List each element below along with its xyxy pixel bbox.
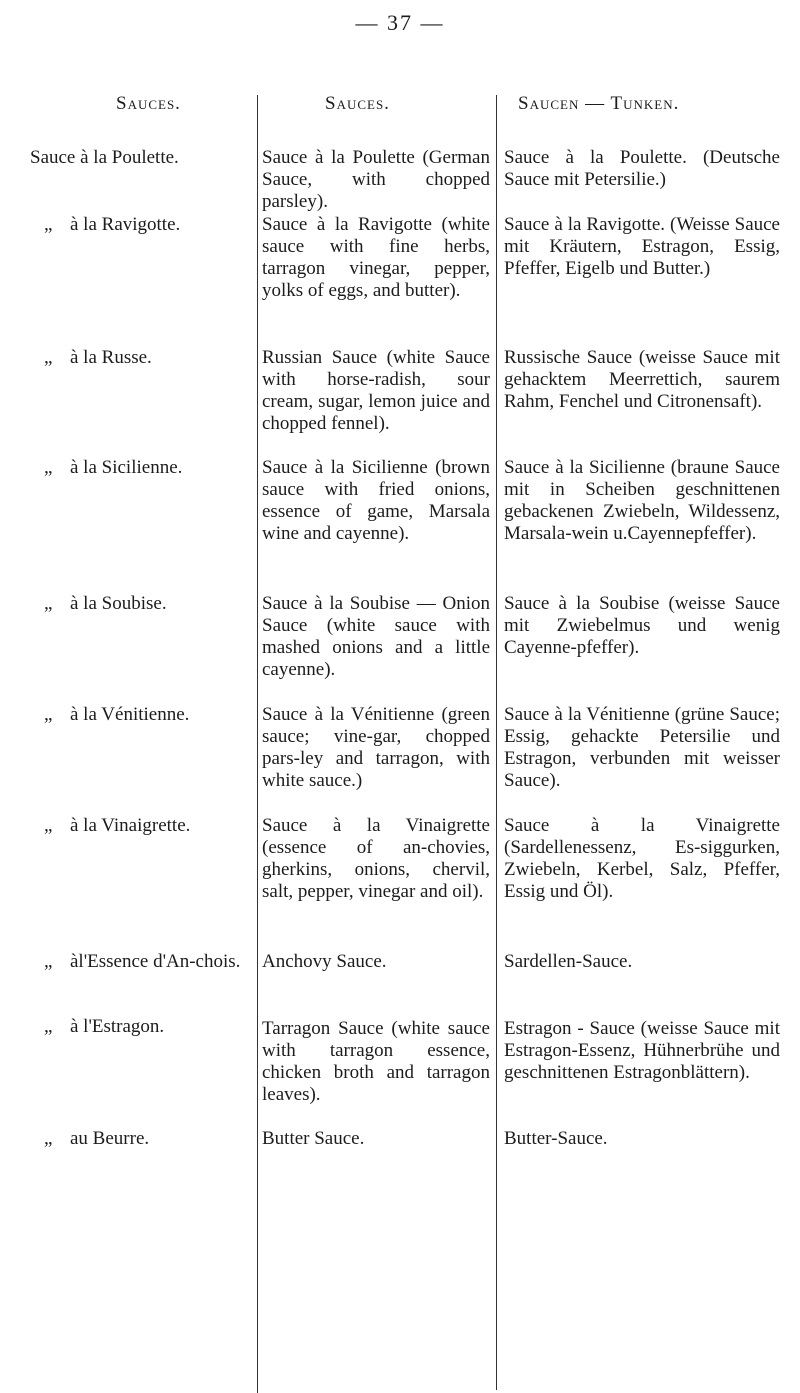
column-divider-1 [257,95,258,1393]
row-soubise-german: Sauce à la Soubise (weisse Sauce mit Zwiebelmus und wenig Cayenne-pfeffer). [504,593,780,658]
column-divider-2 [496,95,497,1390]
row-venitienne-german: Sauce à la Vénitienne (grüne Sauce; Essig, gehackte Petersilie und Estragon, verbunden mit weisser Sauce). [504,704,780,791]
row-russe-german: Russische Sauce (weisse Sauce mit gehacktem Meerrettich, saurem Rahm, Fenchel und Citronensaft). [504,347,780,412]
row-soubise-english: Sauce à la Soubise — Onion Sauce (white sauce with mashed onions and a little cayenne). [262,593,490,680]
row-anchois-english: Anchovy Sauce. [262,951,387,972]
row-estragon-german: Estragon - Sauce (weisse Sauce mit Estragon-Essenz, Hühnerbrühe und geschnittenen Estragonblättern). [504,1018,780,1083]
row-ravigotte-german: Sauce à la Ravigotte. (Weisse Sauce mit Kräutern, Estragon, Essig, Pfeffer, Eigelb und Butter.) [504,214,780,279]
header-french: Sauces. [116,93,181,114]
row-sicilienne-english: Sauce à la Sicilienne (brown sauce with fried onions, essence of game, Marsala wine and cayenne). [262,457,490,544]
row-venitienne-english: Sauce à la Vénitienne (green sauce; vine-gar, chopped pars-ley and tarragon, with white sauce.) [262,704,490,791]
row-poulette-french: Sauce à la Poulette. [30,147,179,168]
row-vinaigrette-french: „ à la Vinaigrette. [44,815,191,836]
row-poulette-english: Sauce à la Poulette (German Sauce, with chopped parsley). [262,147,490,212]
row-poulette-german: Sauce à la Poulette. (Deutsche Sauce mit Petersilie.) [504,147,780,190]
row-sicilienne-german: Sauce à la Sicilienne (braune Sauce mit in Scheiben geschnittenen gebackenen Zwiebeln, Wildessenz, Marsala-wein u.Cayennepfeffer). [504,457,780,544]
row-ravigotte-french: „ à la Ravigotte. [44,214,181,235]
row-beurre-french: „ au Beurre. [44,1128,150,1149]
row-ravigotte-english: Sauce à la Ravigotte (white sauce with fine herbs, tarragon vinegar, pepper, yolks of eggs, and butter). [262,214,490,301]
row-estragon-french: „ à l'Estragon. [44,1016,165,1037]
row-vinaigrette-english: Sauce à la Vinaigrette (essence of an-chovies, gherkins, onions, chervil, salt, pepper, vinegar and oil). [262,815,490,902]
row-russe-english: Russian Sauce (white Sauce with horse-radish, sour cream, sugar, lemon juice and chopped fennel). [262,347,490,434]
row-vinaigrette-german: Sauce à la Vinaigrette (Sardellenessenz, Es-siggurken, Zwiebeln, Kerbel, Salz, Pfeffer, Essig und Öl). [504,815,780,902]
row-anchois-german: Sardellen-Sauce. [504,951,633,972]
row-russe-french: „ à la Russe. [44,347,152,368]
header-english: Sauces. [325,93,390,114]
row-sicilienne-french: „ à la Sicilienne. [44,457,183,478]
header-german: Saucen — Tunken. [518,93,680,114]
row-soubise-french: „ à la Soubise. [44,593,167,614]
row-beurre-english: Butter Sauce. [262,1128,365,1149]
row-estragon-english: Tarragon Sauce (white sauce with tarragon essence, chicken broth and tarragon leaves). [262,1018,490,1105]
row-beurre-german: Butter-Sauce. [504,1128,608,1149]
row-anchois-french: „ àl'Essence d'An-chois. [44,951,241,972]
page-number: — 37 — [355,10,445,35]
row-venitienne-french: „ à la Vénitienne. [44,704,190,725]
